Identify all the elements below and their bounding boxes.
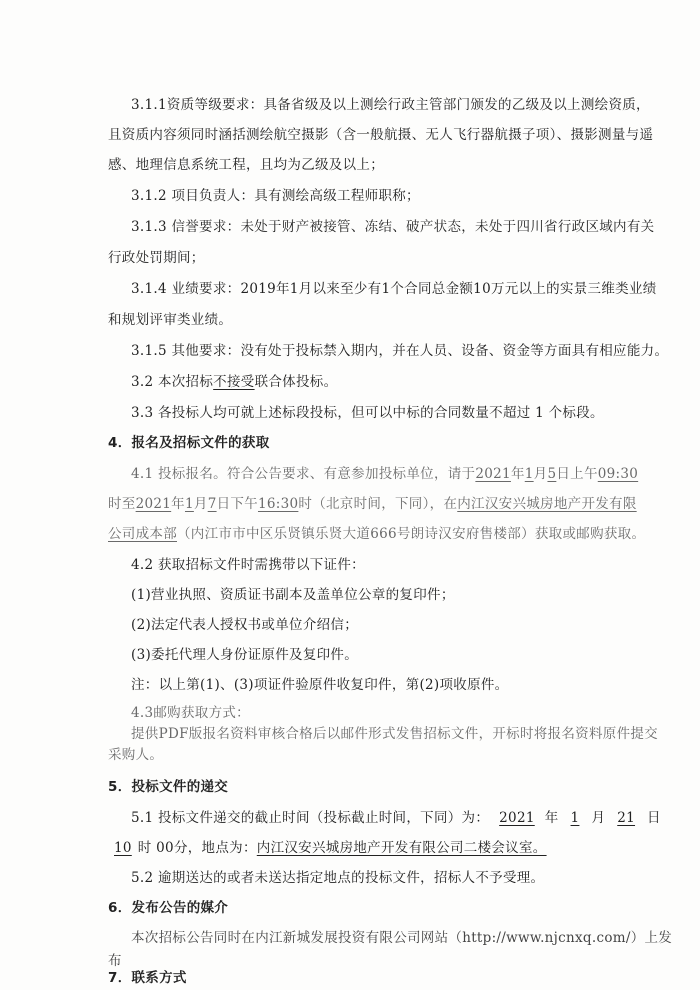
deadline-year-unit: 年: [544, 810, 559, 826]
end-month: 1: [184, 496, 194, 512]
end-day: 7: [207, 496, 217, 512]
req-3-2: [131, 372, 337, 392]
sec5-1-line-2: [108, 838, 547, 858]
end-prefix: 时至: [108, 496, 136, 512]
start-month-unit: 月: [533, 466, 548, 482]
end-day-unit: 日下午: [216, 496, 258, 512]
section-7-heading: 7．联系方式: [108, 970, 187, 986]
start-year: 2021: [475, 466, 511, 482]
registration-place-part-1: 内江汉安兴城房地产开发有限: [457, 496, 637, 512]
registration-place-part-2: 公司成本部: [108, 526, 177, 542]
req-3-1-3-line-1: 3.1.3 信誉要求：未处于财产被接管、冻结、破产状态，未处于四川省行政区域内有关: [131, 219, 655, 235]
deadline-intro: 5.1 投标文件递交的截止时间（投标截止时间，下同）为：: [131, 810, 490, 826]
deadline-hour-unit: 时 00分，地点为：: [137, 840, 257, 856]
sec4-1-line-2: [108, 494, 637, 514]
sec4-3-line-1: 提供PDF版报名资料审核合格后以邮件形式发售招标文件，开标时将报名资料原件提交: [131, 726, 658, 742]
sec6-line-1: 本次招标公告同时在内江新城发展投资有限公司网站（http://www.njcnxq.com/）上发: [131, 930, 673, 946]
sec6-line-2: 布: [108, 953, 122, 969]
deadline-hour: 10: [114, 840, 132, 856]
doc-item-1: (1)营业执照、资质证书副本及盖单位公章的复印件；: [131, 587, 455, 603]
end-year: 2021: [135, 496, 172, 512]
req-3-1-5: 3.1.5 其他要求：没有处于投标禁入期内，并在人员、设备、资金等方面具有相应能力。: [131, 343, 669, 359]
req-3-1-3-line-2: 行政处罚期间；: [108, 250, 205, 266]
req-3-1-1-line-3: 感、地理信息系统工程，且均为乙级及以上；: [108, 157, 384, 173]
registration-address: （内江市市中区乐贤镇乐贤大道666号朗诗汉安府售楼部）获取或邮购获取。: [177, 526, 646, 542]
req-3-3: 3.3 各投标人均可就上述标段投标，但可以中标的合同数量不超过 1 个标段。: [131, 405, 604, 421]
req-3-1-1-line-1: 3.1.1资质等级要求：具备省级及以上测绘行政主管部门颁发的乙级及以上测绘资质，: [131, 97, 650, 113]
sec5-2: 5.2 逾期送达的或者未送达指定地点的投标文件，招标人不予受理。: [131, 870, 545, 886]
sec4-1-intro: 4.1 投标报名。符合公告要求、有意参加投标单位，请于: [131, 466, 476, 482]
req-3-1-1-line-2: 且资质内容须同时涵括测绘航空摄影（含一般航摄、无人飞行器航摄子项）、摄影测量与遥: [108, 127, 654, 143]
doc-item-2: (2)法定代表人授权书或单位介绍信；: [131, 617, 359, 633]
deadline-month: 1: [570, 810, 580, 826]
doc-item-3: (3)委托代理人身份证原件及复印件。: [131, 647, 359, 663]
section-6-heading: 6．发布公告的媒介: [108, 900, 229, 916]
end-suffix: 时（北京时间，下同），在: [298, 496, 458, 512]
req-3-1-2: 3.1.2 项目负责人：具有测绘高级工程师职称；: [131, 188, 420, 204]
req-3-2-prefix: 3.2 本次招标: [131, 374, 214, 390]
req-3-2-suffix: 联合体投标。: [254, 374, 338, 390]
start-month: 1: [524, 466, 534, 482]
deadline-year: 2021: [499, 810, 535, 826]
start-day-unit: 日上午: [556, 466, 598, 482]
doc-note: 注：以上第(1)、(3)项证件验原件收复印件，第(2)项收原件。: [131, 677, 509, 693]
deadline-day: 21: [617, 810, 636, 826]
end-month-unit: 月: [193, 496, 208, 512]
sec5-1-line-1: [131, 808, 661, 828]
section-4-heading: 4．报名及招标文件的获取: [108, 435, 270, 451]
sec4-3-line-2: 采购人。: [108, 747, 164, 763]
sec4-1-line-1: [131, 464, 638, 484]
not-accepted-underlined: 不接受: [213, 374, 255, 390]
req-3-1-4-line-1: 3.1.4 业绩要求：2019年1月以来至少有1个合同总金额10万元以上的实景三维类业绩: [131, 281, 657, 297]
deadline-month-unit: 月: [591, 810, 606, 826]
sec4-2: 4.2 获取招标文件时需携带以下证件：: [131, 557, 365, 573]
end-time: 16:30: [257, 496, 299, 512]
start-day: 5: [547, 466, 557, 482]
sec4-1-line-3: [108, 524, 645, 544]
deadline-day-unit: 日: [647, 810, 661, 826]
start-year-unit: 年: [510, 466, 525, 482]
deadline-place: 内江汉安兴城房地产开发有限公司二楼会议室。: [256, 840, 547, 856]
start-time: 09:30: [597, 466, 639, 482]
section-5-heading: 5．投标文件的递交: [108, 779, 229, 795]
end-year-unit: 年: [171, 496, 185, 512]
sec4-3: 4.3邮购获取方式：: [131, 705, 250, 721]
req-3-1-4-line-2: 和规划评审类业绩。: [108, 312, 233, 328]
